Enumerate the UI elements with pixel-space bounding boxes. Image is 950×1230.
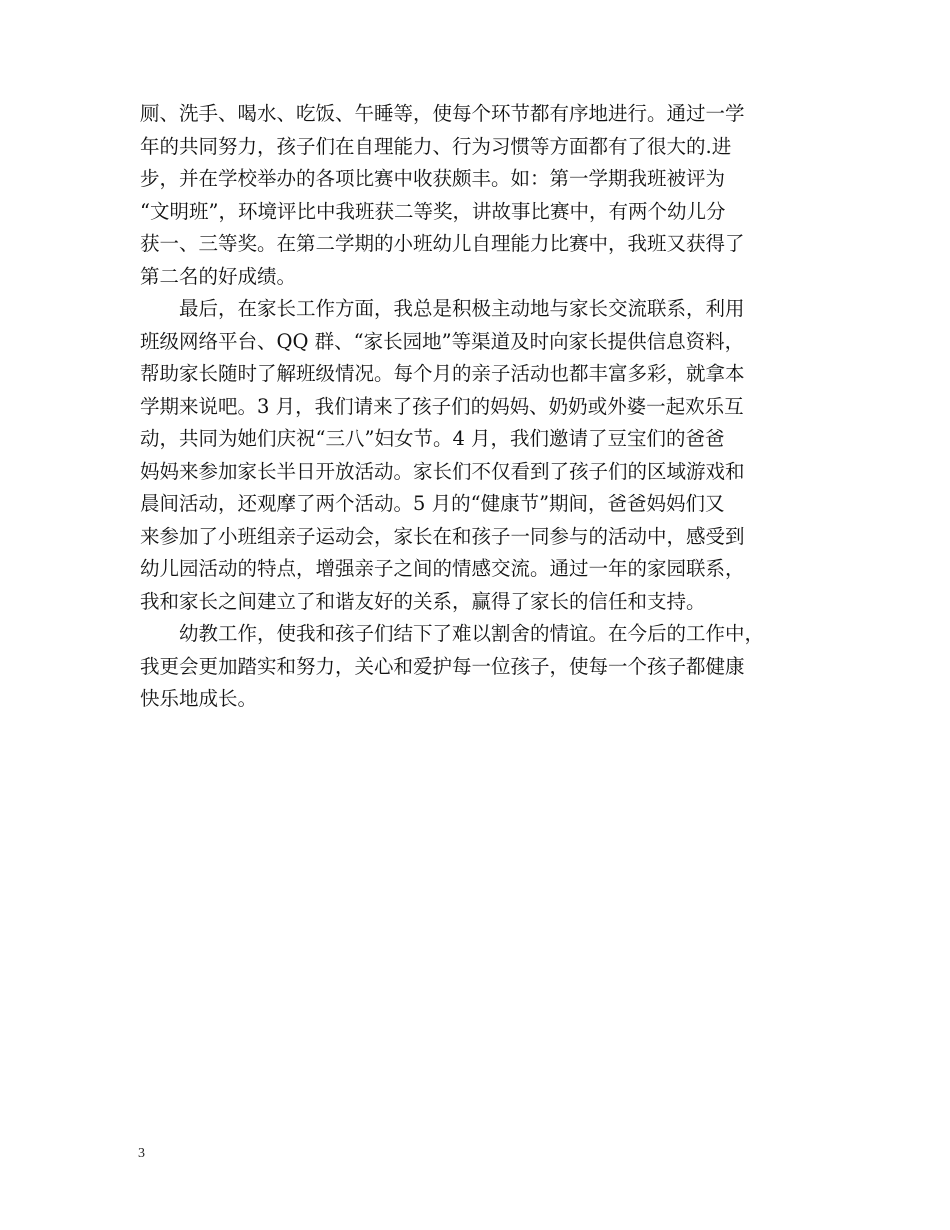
text-line: 我和家长之间建立了和谐友好的关系，赢得了家长的信任和支持。 [140,589,706,613]
text-line: 幼教工作，使我和孩子们结下了难以割舍的情谊。在今后的工作中， [140,622,765,645]
text-line: 班级网络平台、QQ 群、“家长园地”等渠道及时向家长提供信息资料， [140,329,745,353]
text-line: 晨间活动，还观摩了两个活动。5 月的“健康节”期间，爸爸妈妈们又 [140,492,725,515]
text-line: 我更会更加踏实和努力，关心和爱护每一位孩子，使每一个孩子都健康 [140,654,745,678]
text-line: 幼儿园活动的特点，增强亲子之间的情感交流。通过一年的家园联系， [140,557,745,580]
text-line: 步，并在学校举办的各项比赛中收获颇丰。如：第一学期我班被评为 [140,167,726,190]
text-line: 帮助家长随时了解班级情况。每个月的亲子活动也都丰富多彩，就拿本 [140,362,745,385]
text-line: 最后，在家长工作方面，我总是积极主动地与家长交流联系，利用 [140,297,745,320]
text-line: 来参加了小班组亲子运动会，家长在和孩子一同参与的活动中，感受到 [140,524,745,548]
text-line: 动，共同为她们庆祝“三八”妇女节。4 月，我们邀请了豆宝们的爸爸 [140,427,725,450]
text-line: 厕、洗手、喝水、吃饭、午睡等，使每个环节都有序地进行。通过一学 [140,102,745,125]
text-line: 快乐地成长。 [140,687,258,710]
text-line: 第二名的好成绩。 [140,264,297,288]
text-line: 年的共同努力，孩子们在自理能力、行为习惯等方面都有了很大的.进 [140,134,732,158]
text-line: 学期来说吧。3 月，我们请来了孩子们的妈妈、奶奶或外婆一起欢乐互 [140,394,744,418]
text-line: “文明班”，环境评比中我班获二等奖，讲故事比赛中，有两个幼儿分 [140,199,726,223]
text-line: 妈妈来参加家长半日开放活动。家长们不仅看到了孩子们的区域游戏和 [140,459,745,483]
text-line: 获一、三等奖。在第二学期的小班幼儿自理能力比赛中，我班又获得了 [140,232,745,255]
body-text [140,98,820,716]
page-number: 3 [138,1146,145,1161]
